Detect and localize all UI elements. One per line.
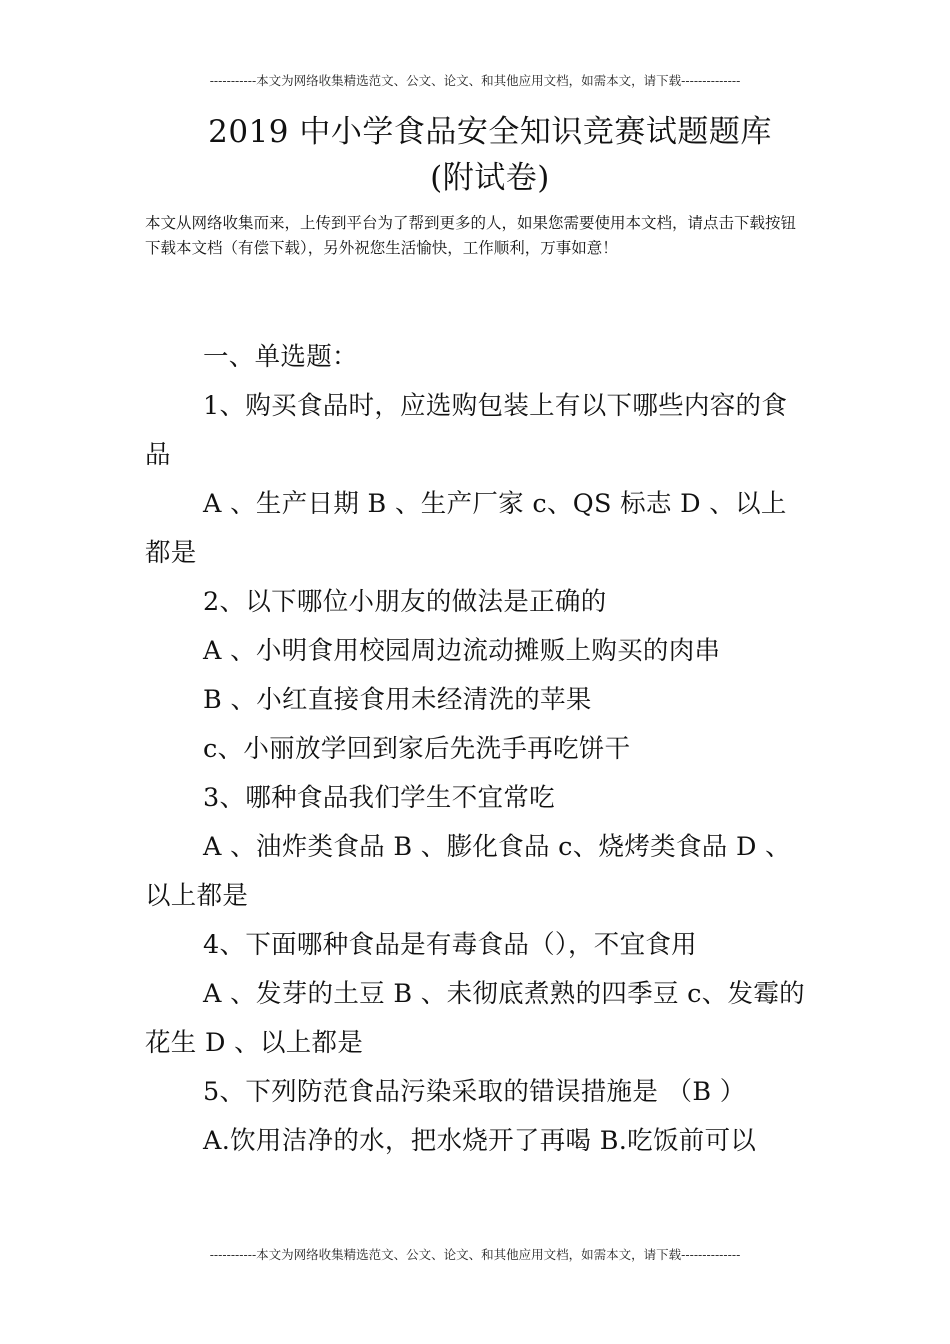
document-body xyxy=(145,333,810,1166)
intro-notice: 本文从网络收集而来，上传到平台为了帮到更多的人，如果您需要使用本文档，请点击下载按钮下载本文档（有偿下载），另外祝您生活愉快，工作顺利，万事如意！ xyxy=(145,214,797,257)
question-4-options: A 、发芽的土豆 B 、未彻底煮熟的四季豆 c、发霉的花生 D 、以上都是 xyxy=(145,979,805,1058)
question-3-options: A 、油炸类食品 B 、膨化食品 c、烧烤类食品 D 、以上都是 xyxy=(145,832,791,911)
question-4: 4、下面哪种食品是有毒食品（），不宜食用 xyxy=(203,930,697,960)
header-banner: -----------本文为网络收集精选范文、公文、论文、和其他应用文档，如需本文，请下载-------------- xyxy=(209,73,741,88)
question-5: 5、下列防范食品污染采取的错误措施是 （B ） xyxy=(203,1077,746,1107)
question-2-option-b: B 、小红直接食用未经清洗的苹果 xyxy=(203,685,592,715)
question-1-options: A 、生产日期 B 、生产厂家 c、QS 标志 D 、以上都是 xyxy=(145,489,787,568)
section-heading: 一、单选题： xyxy=(203,342,358,372)
question-2: 2、以下哪位小朋友的做法是正确的 xyxy=(203,587,607,617)
question-3: 3、哪种食品我们学生不宜常吃 xyxy=(203,783,555,813)
document-subtitle: (附试卷) xyxy=(430,160,550,196)
footer-banner: -----------本文为网络收集精选范文、公文、论文、和其他应用文档，如需本文，请下载-------------- xyxy=(209,1247,741,1262)
document-title: 2019 中小学食品安全知识竞赛试题题库 xyxy=(208,114,772,150)
question-2-option-a: A 、小明食用校园周边流动摊贩上购买的肉串 xyxy=(203,636,721,666)
question-1: 1、购买食品时，应选购包装上有以下哪些内容的食品 xyxy=(145,391,788,470)
question-5-options: A.饮用洁净的水，把水烧开了再喝 B.吃饭前可以 xyxy=(203,1126,757,1156)
question-2-option-c: c、小丽放学回到家后先洗手再吃饼干 xyxy=(203,734,631,764)
